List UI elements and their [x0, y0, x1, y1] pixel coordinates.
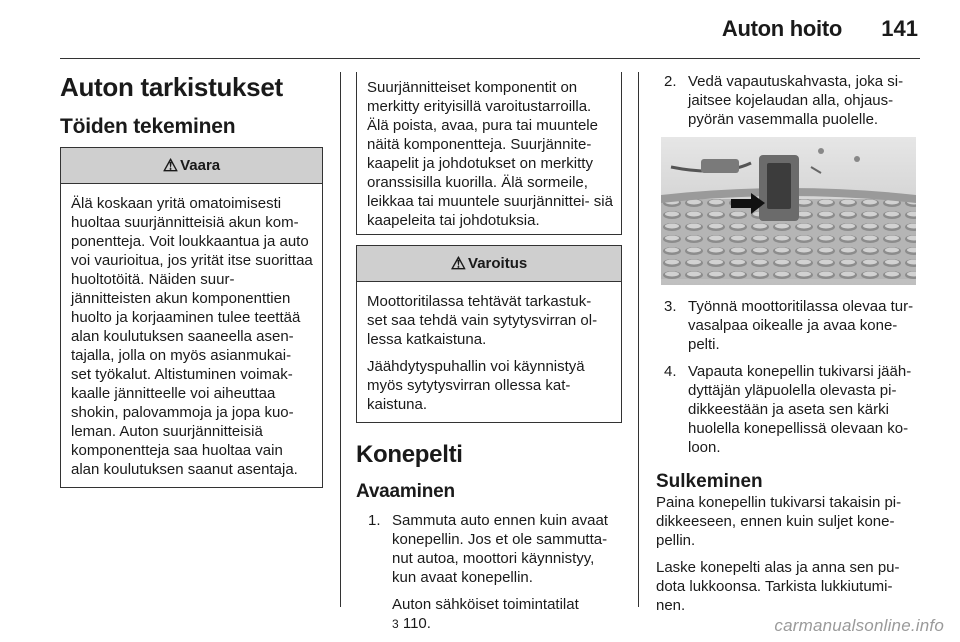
column-3 — [656, 72, 922, 623]
step-text: Vapauta konepellin tukivarsi jääh- dyttäjän yläpuolella olevasta pi- dikkeestään ja aseta sen kärki huolella konepellissä olevaan ko- loon. — [688, 363, 912, 456]
danger-box-continued-body — [357, 72, 621, 238]
caution-box-header — [357, 246, 621, 282]
closing-paragraph: Laske konepelti alas ja anna sen pu- dota lukkoonsa. Tarkista lukkiutumi- nen. — [656, 559, 900, 614]
caution-paragraph: Moottoritilassa tehtävät tarkastuk- set saa tehdä vain sytytysvirran ol- lessa katkaistuna. — [367, 293, 598, 348]
step-number: 2. — [664, 73, 677, 90]
column-divider-2 — [638, 72, 639, 607]
closing-text — [656, 493, 922, 615]
header-divider — [60, 58, 920, 59]
hood-latch-illustration — [661, 137, 916, 285]
list-item — [368, 511, 622, 634]
step-text: Työnnä moottoritilassa olevaa tur- vasalpaa oikealle ja avaa kone- pelti. — [688, 298, 914, 353]
page-number: 141 — [881, 16, 918, 41]
column-1 — [60, 72, 326, 488]
danger-box-continued — [356, 72, 622, 235]
step-number: 4. — [664, 363, 677, 380]
caution-paragraph: Jäähdytyspuhallin voi käynnistyä myös sytytysvirran ollessa kat- kaistuna. — [367, 358, 585, 413]
section-title-hood: Konepelti — [356, 441, 463, 468]
danger-box — [60, 147, 323, 488]
closing-paragraph: Paina konepellin tukivarsi takaisin pi- dikkeeseen, ennen kuin suljet kone- pellin. — [656, 494, 902, 549]
step-note — [392, 595, 622, 634]
subheading-closing: Sulkeminen — [656, 471, 763, 492]
cross-reference-link[interactable]: 110. — [402, 615, 431, 632]
opening-steps-continued — [664, 72, 922, 129]
subheading-work: Töiden tekeminen — [60, 115, 236, 138]
list-item — [664, 297, 922, 354]
caution-box-body — [357, 282, 621, 422]
caution-box — [356, 245, 622, 423]
danger-box-body — [61, 184, 322, 487]
warning-triangle-icon: ⚠ — [162, 156, 179, 175]
column-divider-1 — [340, 72, 341, 607]
hood-latch-photo — [661, 137, 916, 285]
step-text: Vedä vapautuskahvasta, joka si- jaitsee kojelaudan alla, ohjaus- pyörän vasemmalla puolelle. — [688, 73, 904, 128]
step-text: Sammuta auto ennen kuin avaat konepellin. Jos et ole sammutta- nut autoa, moottori käynnistyy, kun avaat konepellin. — [392, 512, 608, 586]
warning-triangle-icon: ⚠ — [450, 254, 467, 273]
danger-box-header — [61, 148, 322, 184]
section-title-checks: Auton tarkistukset — [60, 72, 283, 102]
opening-steps — [368, 511, 622, 634]
list-item — [664, 72, 922, 129]
step-note-text: Auton sähköiset toimintatilat — [392, 596, 579, 613]
arrow-reference-icon: 3 — [392, 617, 399, 631]
step-number: 3. — [664, 298, 677, 315]
caution-label: Varoitus — [468, 255, 528, 272]
danger-text: Älä koskaan yritä omatoimisesti huoltaa suurjännitteisiä akun kom- ponentteja. Voit loukkaantua ja auto voi vaurioitua, jos yrität itse suorittaa huoltotöitä. Näiden suur- jännitteisten akun komponenttien huolto ja korjaaminen tulee teettää alan koulutuksen saaneella asen- tajalla, jolla on myös asianmukai- set työkalut. Altistuminen voimak- kaalle jännitteelle voi aiheuttaa shokin, palovammoja ja jopa kuo- leman. Auton suurjännitteisiä komponentteja saa huoltaa vain alan koulutuksen saanut asentaja. — [71, 195, 313, 478]
danger-continued-text: Suurjännitteiset komponentit on merkitty erityisillä varoitustarroilla. Älä poista, avaa, pura tai muuntele näitä komponentteja. Suurjännite- kaapelit ja johdotukset on merkitty oranssisilla kuorilla. Älä sormeile, leikkaa tai muuntele suurjännittei- siä kaapeleita tai johdotuksia. — [367, 79, 613, 229]
step-number: 1. — [368, 512, 381, 529]
list-item — [664, 362, 922, 457]
opening-steps-continued-2 — [664, 297, 922, 457]
danger-label: Vaara — [180, 157, 221, 174]
watermark: carmanualsonline.info — [774, 616, 944, 635]
column-2 — [356, 72, 622, 642]
running-header-title: Auton hoito — [721, 16, 842, 41]
subheading-opening: Avaaminen — [356, 481, 455, 502]
